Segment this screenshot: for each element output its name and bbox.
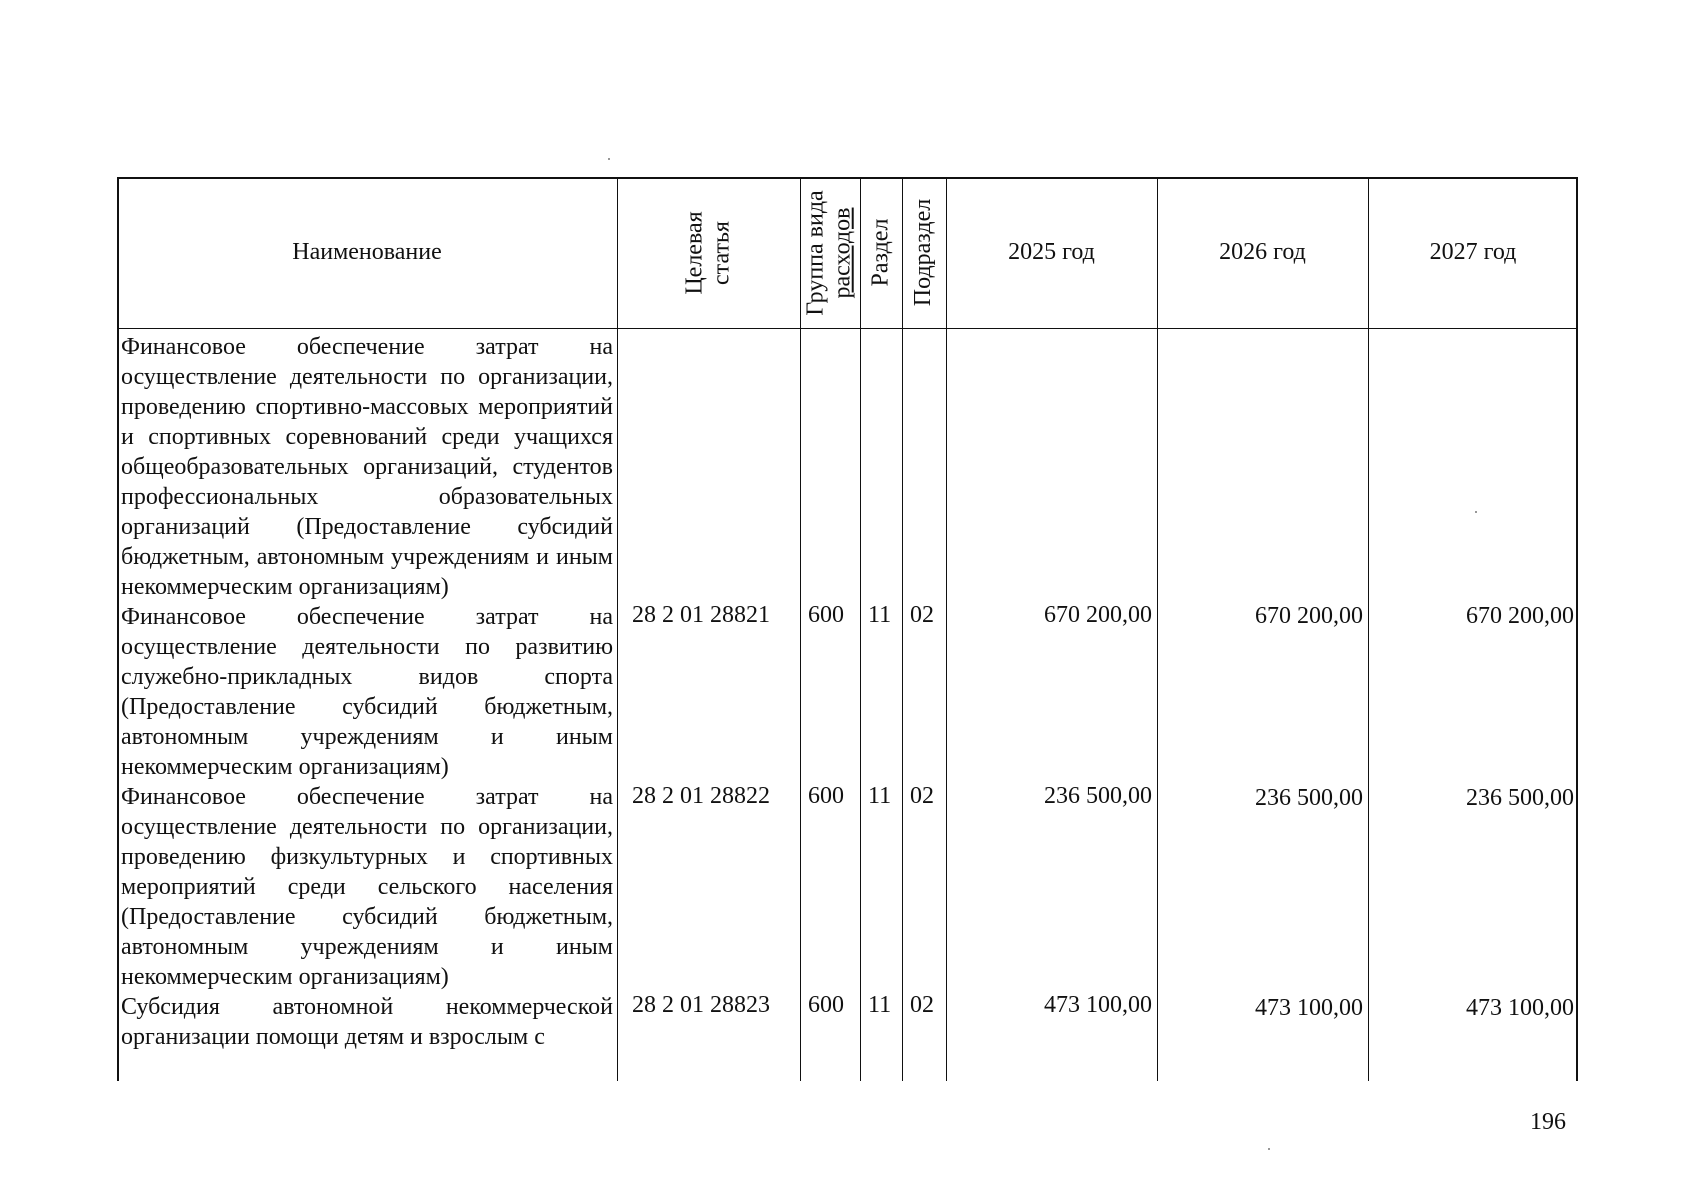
- row-subsection: 02: [910, 992, 934, 1018]
- row-name: Финансовое обеспечение затрат на осуществление деятельности по организации, проведению физкультурных и спортивных мероприятий среди сельского населения (Предоставление субсидий бюджетным, автономным учреждениям и иным некоммерческим организациям): [121, 784, 613, 990]
- row-value-2025: 670 200,00: [1044, 602, 1152, 628]
- scan-speck: [1268, 1148, 1270, 1150]
- row-code: 28 2 01 28821: [632, 602, 770, 628]
- header-2025: 2025 год: [1008, 239, 1095, 265]
- row-value-2027: 473 100,00: [1466, 995, 1574, 1021]
- header-section: Раздел: [867, 218, 894, 287]
- header-subsection: Подраздел: [910, 198, 937, 307]
- row-value-2026: 473 100,00: [1255, 995, 1363, 1021]
- row-name: Финансовое обеспечение затрат на осуществление деятельности по развитию служебно-прикладных видов спорта (Предоставление субсидий бюджетным, автономным учреждениям и иным некоммерческим организациям): [121, 604, 613, 780]
- row-section: 11: [868, 992, 892, 1018]
- header-divider: [117, 328, 1578, 329]
- row-name: Субсидия автономной некоммерческой организации помощи детям и взрослым с: [121, 994, 613, 1050]
- header-name: Наименование: [292, 239, 442, 265]
- row-section: 11: [868, 783, 892, 809]
- header-target-article: Целевая статья: [681, 210, 735, 295]
- header-2027: 2027 год: [1429, 239, 1517, 265]
- row-value-2027: 236 500,00: [1466, 785, 1574, 811]
- row-subsection: 02: [910, 783, 934, 809]
- page-number: 196: [1530, 1109, 1566, 1135]
- row-group: 600: [808, 992, 844, 1018]
- scan-speck: [608, 158, 610, 160]
- header-expense-group: Группа вида расходов: [803, 189, 856, 316]
- row-section: 11: [868, 602, 892, 628]
- row-name: Финансовое обеспечение затрат на осуществление деятельности по организации, проведению спортивно-массовых мероприятий и спортивных соревнований среди учащихся общеобразовательных организаций, студентов профессиональных образовательных организаций (Предоставление субсидий бюджетным, автономным учреждениям и иным некоммерческим организациям): [121, 334, 613, 600]
- header-2026: 2026 год: [1219, 239, 1306, 265]
- name-column: [121, 332, 613, 1052]
- row-group: 600: [808, 783, 844, 809]
- row-group: 600: [808, 602, 844, 628]
- scan-speck: [1475, 511, 1477, 513]
- row-subsection: 02: [910, 602, 934, 628]
- row-value-2026: 236 500,00: [1255, 785, 1363, 811]
- row-code: 28 2 01 28823: [632, 992, 770, 1018]
- row-value-2025: 236 500,00: [1044, 783, 1152, 809]
- row-value-2026: 670 200,00: [1255, 603, 1363, 629]
- row-value-2025: 473 100,00: [1044, 992, 1152, 1018]
- row-value-2027: 670 200,00: [1466, 603, 1574, 629]
- row-code: 28 2 01 28822: [632, 783, 770, 809]
